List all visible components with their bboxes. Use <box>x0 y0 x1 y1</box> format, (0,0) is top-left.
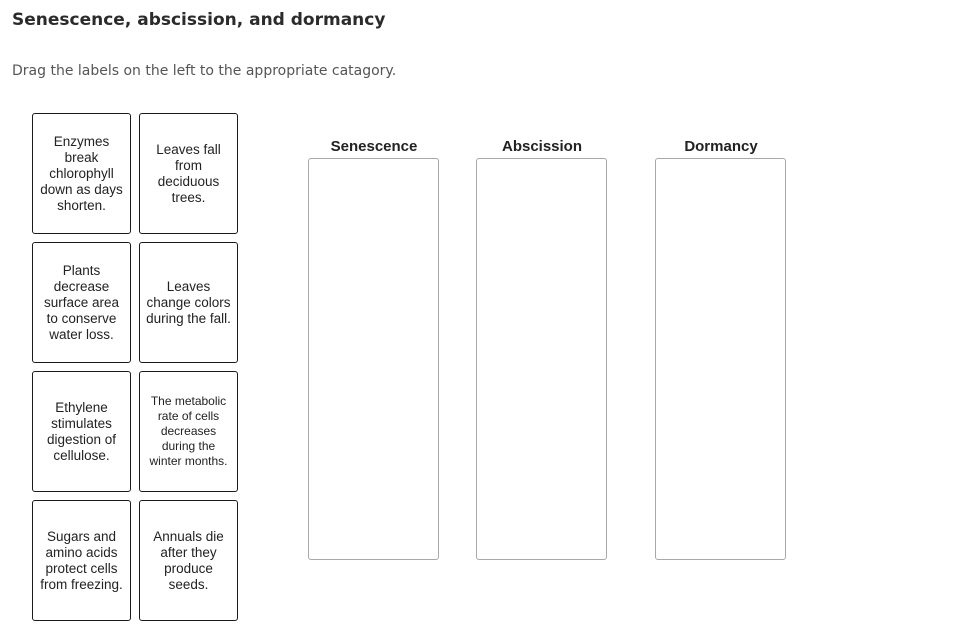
category-heading: Abscission <box>501 138 583 155</box>
drop-zone-dormancy[interactable] <box>655 158 786 560</box>
label-text: Leaves change colors during the fall. <box>146 278 231 326</box>
draggable-label[interactable] <box>32 371 131 492</box>
draggable-label[interactable] <box>139 113 238 234</box>
label-text: Sugars and amino acids protect cells from freezing. <box>40 528 123 592</box>
label-text: Enzymes break chlorophyll down as days shorten. <box>40 133 123 213</box>
draggable-label[interactable] <box>32 500 131 621</box>
draggable-label[interactable] <box>139 371 238 492</box>
category-heading: Dormancy <box>684 138 758 155</box>
label-text: The metabolic rate of cells decreases during the winter months. <box>149 394 228 468</box>
instructions-text: Drag the labels on the left to the appropriate catagory. <box>12 63 397 79</box>
draggable-label[interactable] <box>32 242 131 363</box>
drop-zone-senescence[interactable] <box>308 158 439 560</box>
draggable-label[interactable] <box>139 242 238 363</box>
label-text: Ethylene stimulates digestion of cellulose. <box>46 399 117 463</box>
label-text: Leaves fall from deciduous trees. <box>156 141 221 205</box>
category-dormancy <box>655 138 787 560</box>
page-title: Senescence, abscission, and dormancy <box>12 10 386 30</box>
draggable-label[interactable] <box>139 500 238 621</box>
label-text: Plants decrease surface area to conserve water loss. <box>43 262 120 342</box>
category-abscission <box>476 138 608 560</box>
drop-zone-abscission[interactable] <box>476 158 607 560</box>
label-bank <box>32 113 238 621</box>
category-senescence <box>308 138 440 560</box>
draggable-label[interactable] <box>32 113 131 234</box>
category-heading: Senescence <box>330 138 418 155</box>
label-text: Annuals die after they produce seeds. <box>153 528 224 592</box>
